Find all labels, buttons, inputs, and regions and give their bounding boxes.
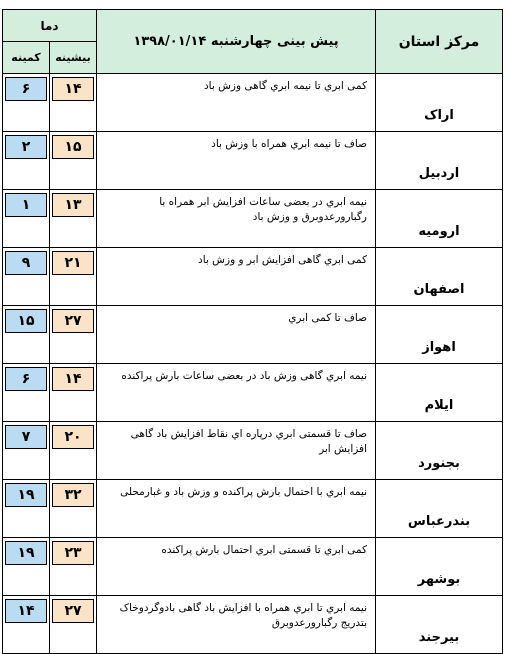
- max-temp-value: ۲۱: [52, 251, 94, 275]
- province-name: اصفهان: [376, 248, 503, 306]
- province-name: ایلام: [376, 364, 503, 422]
- table-row: [3, 422, 503, 480]
- max-temp-cell: [50, 596, 97, 654]
- min-temp-value: ۹: [5, 251, 47, 275]
- max-temp-value: ۲۷: [52, 309, 94, 333]
- forecast-description: کمی ابري تا قسمتی ابري احتمال بارش پراکنده: [97, 538, 376, 596]
- min-temp-cell: [3, 538, 50, 596]
- min-temp-cell: [3, 132, 50, 190]
- header-max: بیشینه: [50, 42, 97, 74]
- max-temp-cell: [50, 306, 97, 364]
- max-temp-cell: [50, 422, 97, 480]
- max-temp-cell: [50, 190, 97, 248]
- forecast-description: نیمه ابري تا ابري همراه با افزایش باد گاهی بادوگردوخاک بتدریج رگبارورعدوبرق: [97, 596, 376, 654]
- min-temp-cell: [3, 596, 50, 654]
- header-province-center: مرکز استان: [376, 10, 503, 74]
- forecast-table: [2, 9, 503, 654]
- max-temp-cell: [50, 364, 97, 422]
- province-name: بجنورد: [376, 422, 503, 480]
- min-temp-cell: [3, 480, 50, 538]
- min-temp-value: ۶: [5, 367, 47, 391]
- max-temp-value: ۲۰: [52, 425, 94, 449]
- max-temp-value: ۱۳: [52, 193, 94, 217]
- header-forecast-title: پیش بینی چهارشنبه ۱۳۹۸/۰۱/۱۴: [97, 10, 376, 74]
- min-temp-cell: [3, 74, 50, 132]
- province-name: اراک: [376, 74, 503, 132]
- max-temp-value: ۱۴: [52, 77, 94, 101]
- max-temp-cell: [50, 248, 97, 306]
- min-temp-cell: [3, 190, 50, 248]
- header-min: کمینه: [3, 42, 50, 74]
- min-temp-cell: [3, 306, 50, 364]
- min-temp-value: ۶: [5, 77, 47, 101]
- max-temp-value: ۱۴: [52, 367, 94, 391]
- table-row: [3, 248, 503, 306]
- max-temp-value: ۳۲: [52, 483, 94, 507]
- min-temp-value: ۱۹: [5, 483, 47, 507]
- forecast-description: صاف تا نیمه ابري همراه با وزش باد: [97, 132, 376, 190]
- max-temp-value: ۲۷: [52, 599, 94, 623]
- province-name: ارومیه: [376, 190, 503, 248]
- forecast-description: کمی ابري گاهی افزایش ابر و وزش باد: [97, 248, 376, 306]
- header-temperature: دما: [3, 10, 97, 42]
- min-temp-cell: [3, 248, 50, 306]
- max-temp-value: ۱۵: [52, 135, 94, 159]
- min-temp-value: ۲: [5, 135, 47, 159]
- table-row: [3, 364, 503, 422]
- forecast-description: نیمه ابري با احتمال بارش پراکنده و وزش باد و غبارمحلی: [97, 480, 376, 538]
- table-row: [3, 538, 503, 596]
- province-name: اردبیل: [376, 132, 503, 190]
- table-row: [3, 306, 503, 364]
- forecast-description: صاف تا کمی ابري: [97, 306, 376, 364]
- min-temp-value: ۱۹: [5, 541, 47, 565]
- province-name: بیرجند: [376, 596, 503, 654]
- max-temp-cell: [50, 74, 97, 132]
- max-temp-cell: [50, 132, 97, 190]
- table-row: [3, 190, 503, 248]
- forecast-description: صاف تا قسمتی ابري درپاره اي نقاط افزایش باد گاهی افزایش ابر: [97, 422, 376, 480]
- max-temp-cell: [50, 538, 97, 596]
- max-temp-cell: [50, 480, 97, 538]
- min-temp-value: ۱۵: [5, 309, 47, 333]
- min-temp-value: ۱: [5, 193, 47, 217]
- min-temp-cell: [3, 364, 50, 422]
- forecast-description: کمی ابري تا نیمه ابري گاهی وزش باد: [97, 74, 376, 132]
- min-temp-value: ۱۴: [5, 599, 47, 623]
- forecast-description: نیمه ابري گاهی وزش باد در بعضی ساعات بارش پراکنده: [97, 364, 376, 422]
- forecast-rows: [3, 74, 503, 654]
- max-temp-value: ۲۳: [52, 541, 94, 565]
- table-row: [3, 480, 503, 538]
- province-name: بوشهر: [376, 538, 503, 596]
- table-row: [3, 74, 503, 132]
- table-row: [3, 132, 503, 190]
- min-temp-value: ۷: [5, 425, 47, 449]
- min-temp-cell: [3, 422, 50, 480]
- province-name: اهواز: [376, 306, 503, 364]
- table-row: [3, 596, 503, 654]
- province-name: بندرعباس: [376, 480, 503, 538]
- forecast-description: نیمه ابري در بعضی ساعات افزایش ابر همراه با رگبارورعدوبرق و وزش باد: [97, 190, 376, 248]
